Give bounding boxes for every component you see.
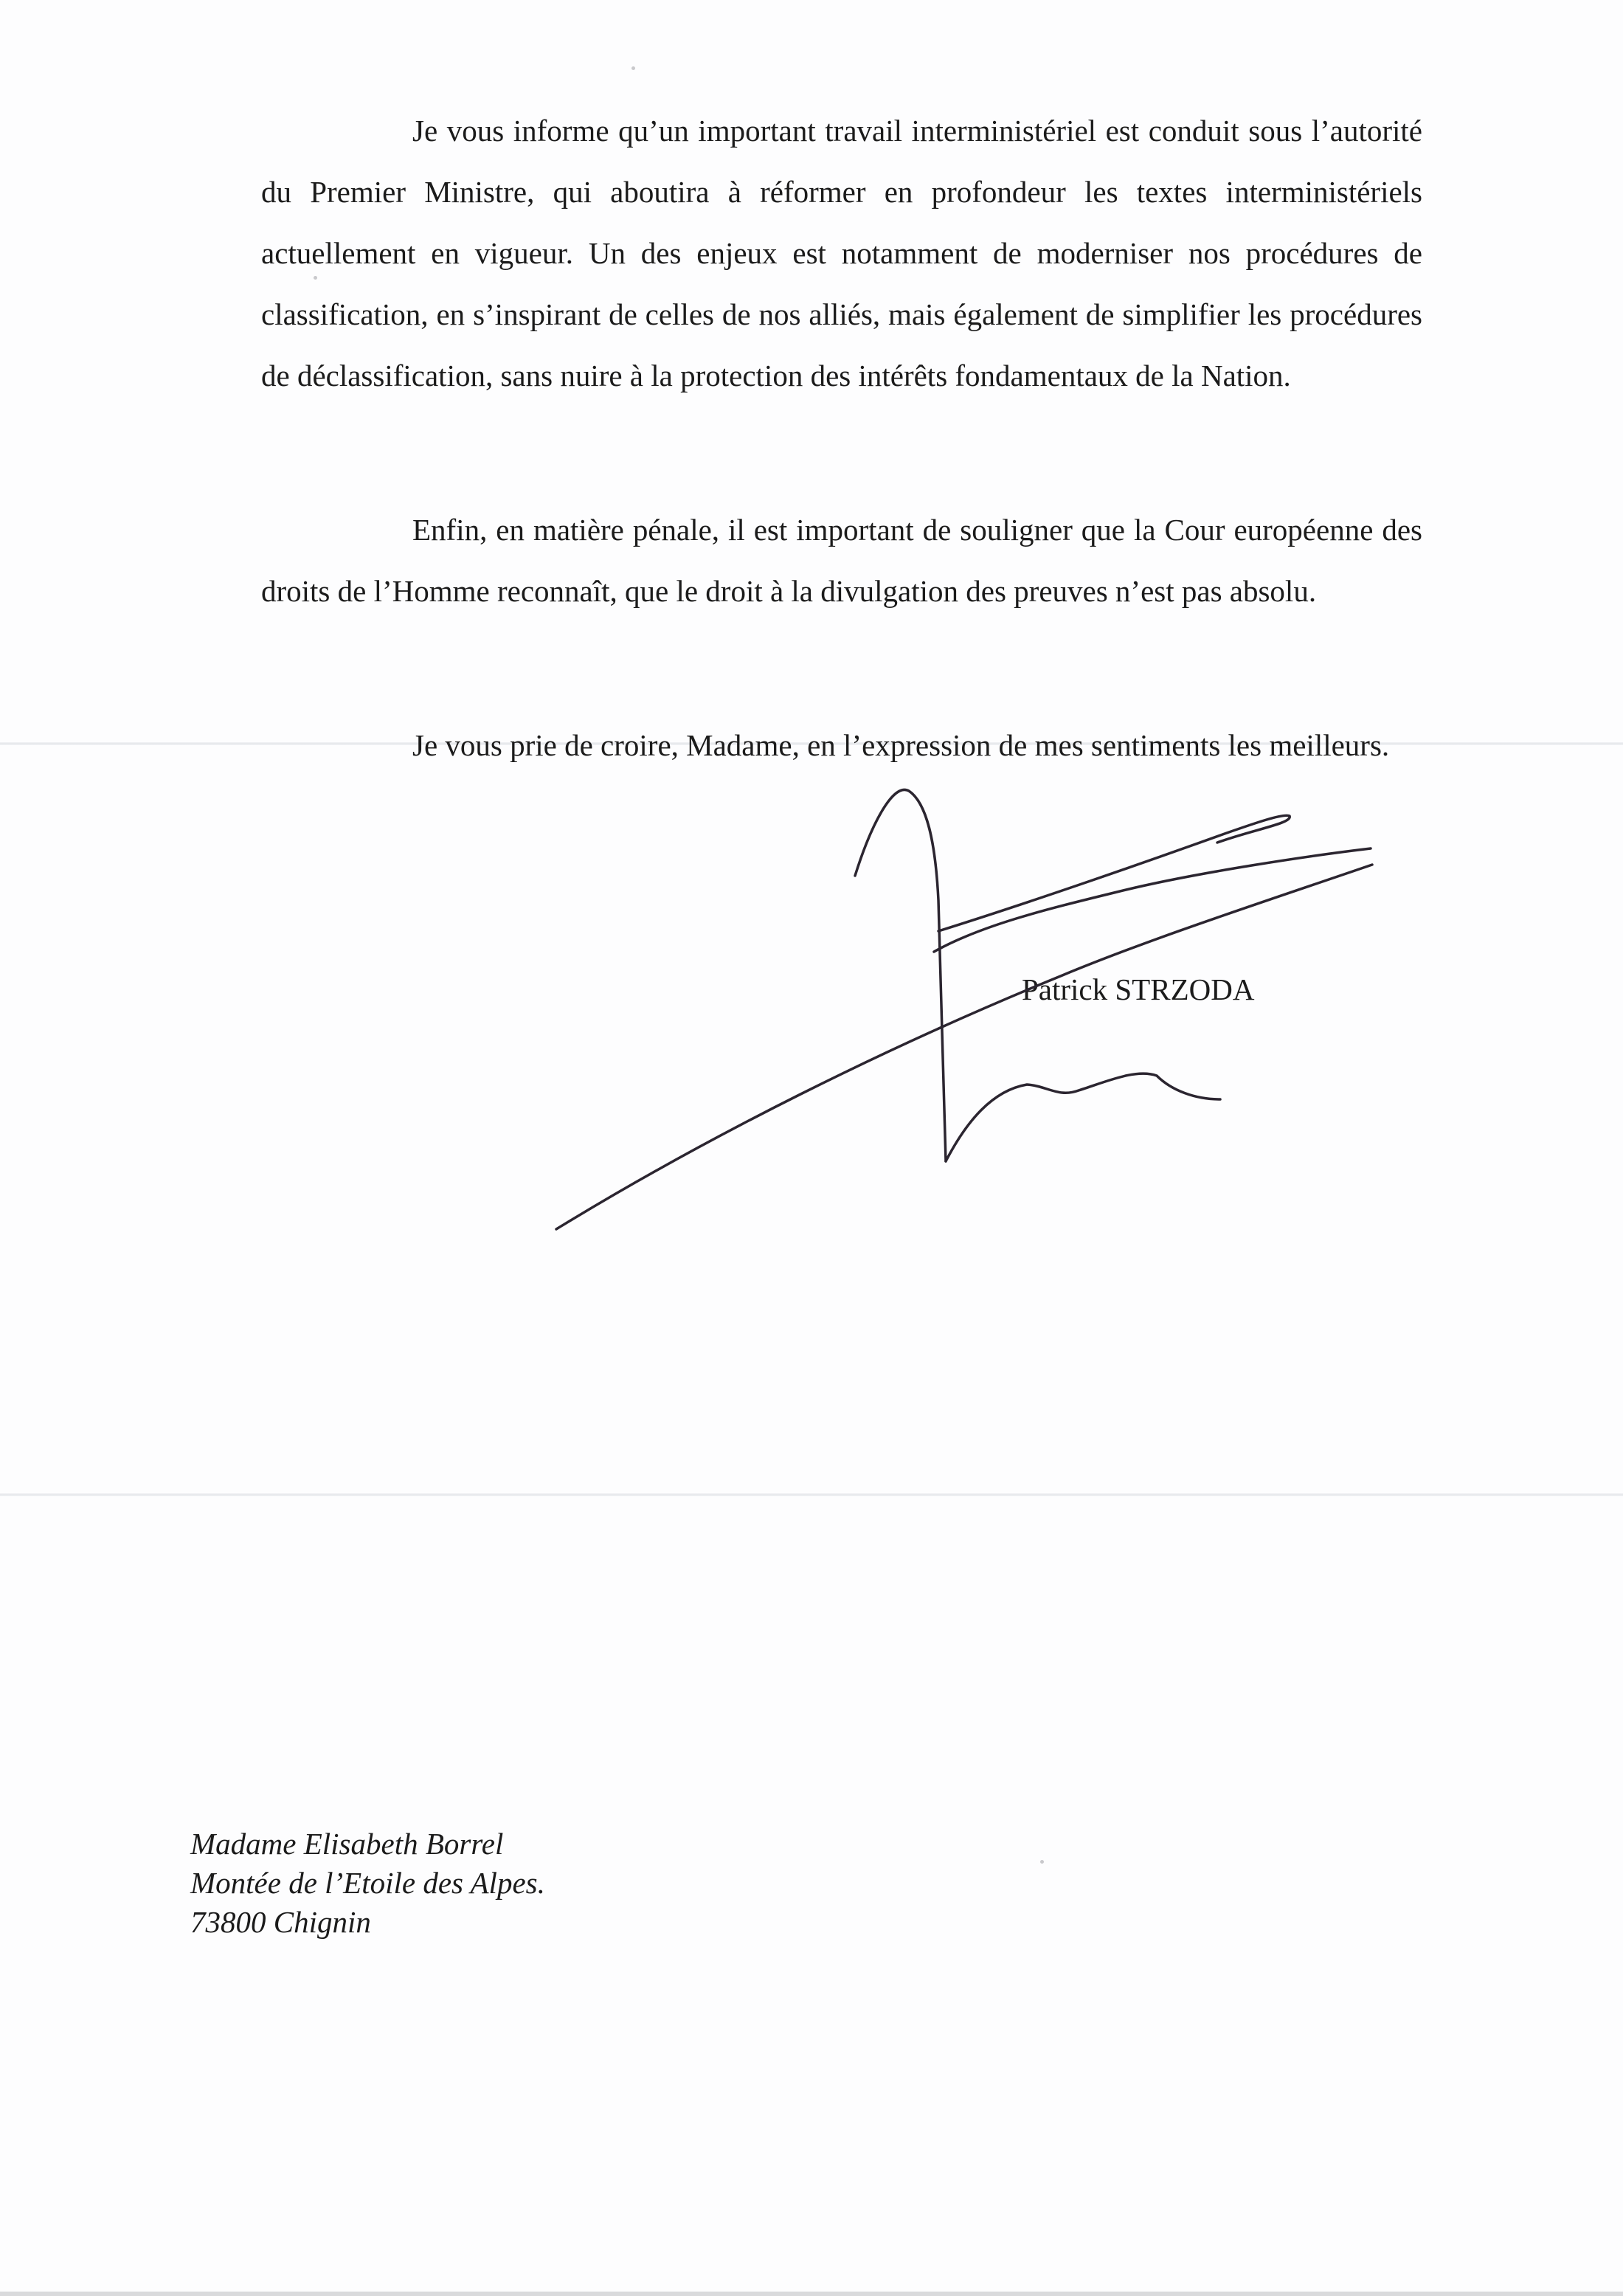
paper-speck — [631, 66, 635, 70]
recipient-name: Madame Elisabeth Borrel — [190, 1827, 504, 1861]
paragraph-penal-matters: Enfin, en matière pénale, il est important de souligner que la Cour européenne des droits de l’Homme reconnaît, que le droit à la divulgation des preuves n’est pas absolu. — [261, 513, 1422, 608]
recipient-city: 73800 Chignin — [190, 1905, 371, 1939]
paragraph-interministerial-work: Je vous informe qu’un important travail interministériel est conduit sous l’autorité du Premier Ministre, qui aboutira à réformer en profondeur les textes interministériels actuellement en vigueur. Un des enjeux est notamment de moderniser nos procédures de classification, en s’inspirant de celles de nos alliés, mais également de simplifier les procédures de déclassification, sans nuire à la protection des intérêts fondamentaux de la Nation. — [261, 114, 1422, 393]
recipient-street: Montée de l’Etoile des Alpes. — [190, 1866, 545, 1900]
signatory-name: Patrick STRZODA — [1022, 972, 1255, 1006]
paper-speck — [1040, 1860, 1044, 1864]
paper-fold-line — [0, 1493, 1623, 1496]
scan-edge — [0, 2292, 1623, 2296]
recipient-address — [190, 1825, 545, 1942]
paragraph-closing-formula: Je vous prie de croire, Madame, en l’expression de mes sentiments les meilleurs. — [412, 728, 1390, 762]
